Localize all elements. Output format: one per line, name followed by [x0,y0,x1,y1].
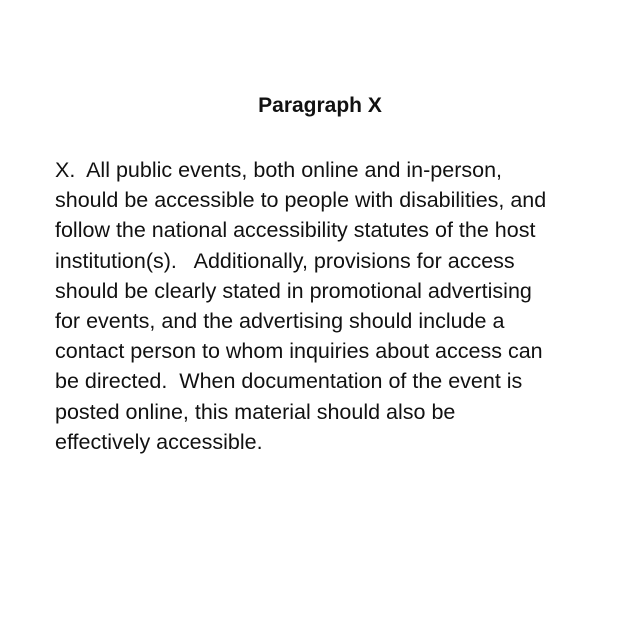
paragraph-line: follow the national accessibility statutes of the host [55,218,536,243]
paragraph-line: for events, and the advertising should include a [55,309,505,334]
paragraph-body [55,155,615,457]
paragraph-line: effectively accessible. [55,429,263,454]
paragraph-line: institution(s). Additionally, provisions for access [55,248,515,273]
paragraph-line: X. All public events, both online and in-person, [55,158,503,182]
paragraph-line: be directed. When documentation of the event is [55,369,523,394]
paragraph-line: should be accessible to people with disabilities, and [55,188,547,213]
paragraph-line: posted online, this material should also be [55,399,456,424]
paragraph-line: contact person to whom inquiries about access can [55,339,543,364]
paragraph-title: Paragraph X [258,94,382,117]
paragraph-line: should be clearly stated in promotional advertising [55,278,532,303]
